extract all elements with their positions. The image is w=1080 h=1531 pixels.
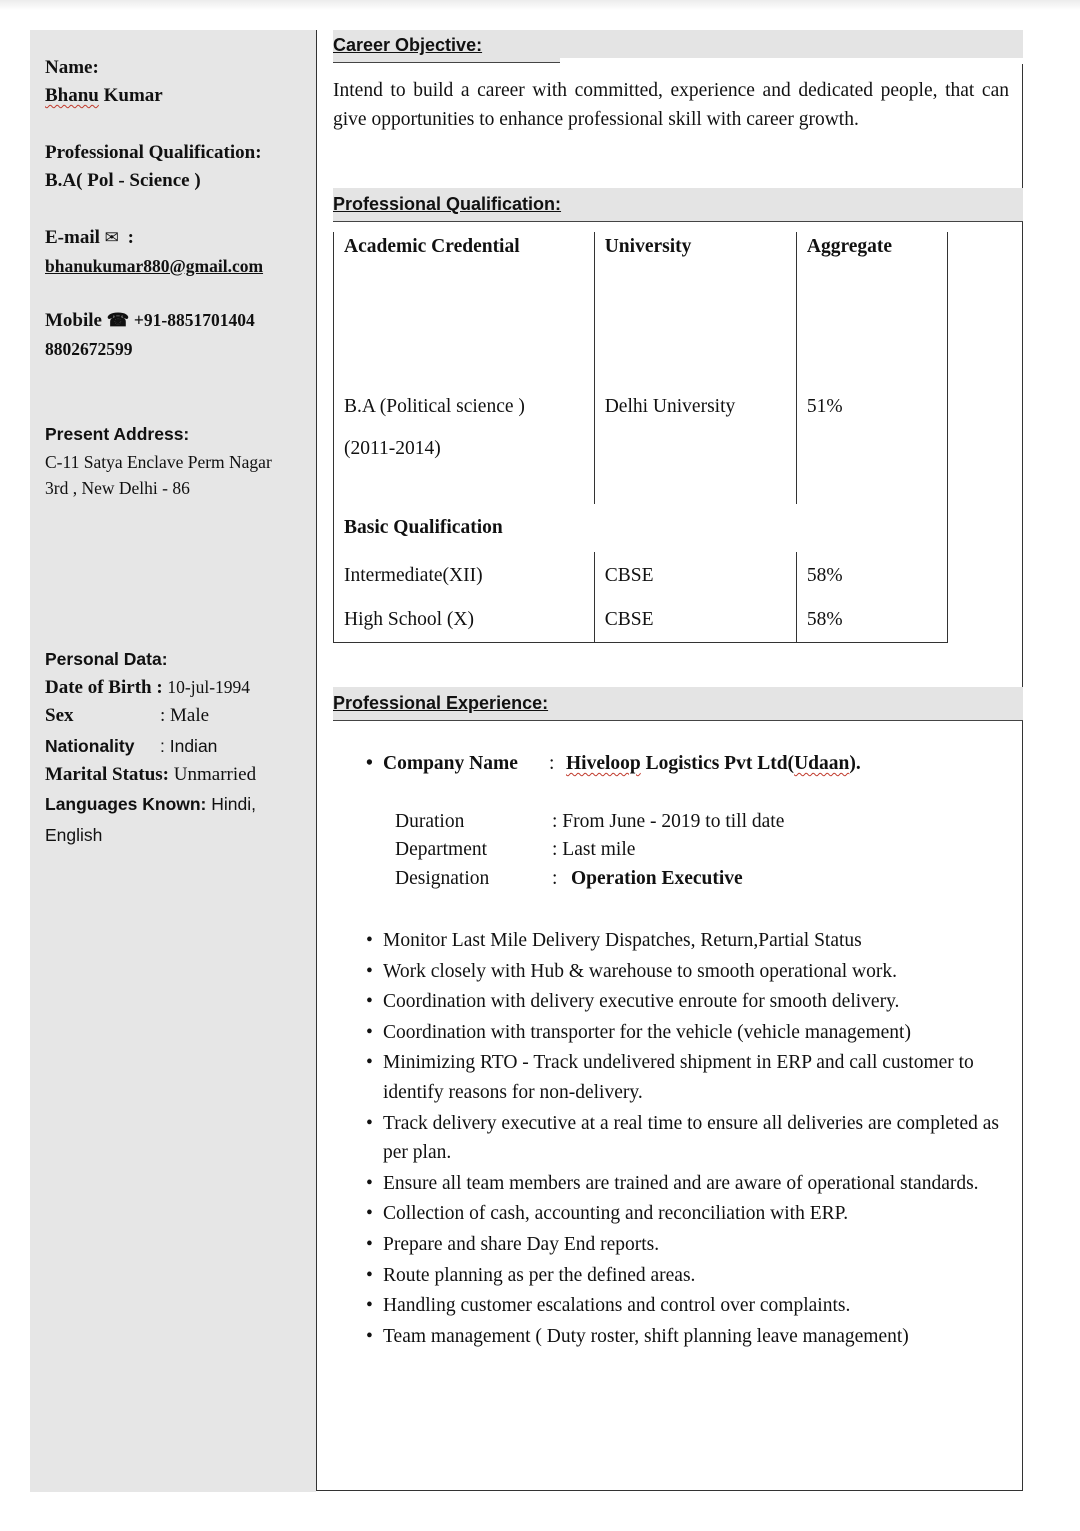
pq-label: Professional Qualification:	[45, 142, 262, 163]
sidebar	[30, 30, 316, 1492]
experience-title: Professional Experience:	[333, 693, 549, 713]
name-label: Name:	[45, 57, 99, 78]
row-name: High School (X)	[334, 599, 595, 642]
marital-label: Marital Status:	[45, 764, 170, 785]
mobile-row	[45, 310, 255, 332]
qualification-table	[333, 232, 948, 643]
table-row	[334, 599, 948, 642]
department-value: : Last mile	[552, 839, 636, 860]
languages-row	[45, 794, 256, 815]
company-label: Company Name	[383, 753, 518, 774]
duties-list	[366, 926, 1012, 1352]
designation-colon: :	[552, 868, 558, 889]
list-item: • Route planning as per the defined areas.	[366, 1261, 1012, 1291]
career-objective-title: Career Objective:	[333, 35, 483, 55]
degree-university: Delhi University	[594, 386, 796, 504]
nationality-value: : Indian	[160, 736, 218, 756]
email-colon: :	[127, 227, 134, 248]
mobile-number-1: +91-8851701404	[133, 310, 255, 330]
designation-label: Designation	[395, 868, 490, 889]
mobile-label: Mobile	[45, 310, 102, 331]
company-colon: :	[549, 753, 555, 774]
list-item: • Coordination with delivery executive enroute for smooth delivery.	[366, 987, 1012, 1017]
table-row	[334, 552, 948, 599]
nationality-label: Nationality	[45, 736, 135, 756]
list-item: • Handling customer escalations and control over complaints.	[366, 1291, 1012, 1321]
list-item: • Monitor Last Mile Delivery Dispatches, Return,Partial Status	[366, 926, 1012, 956]
dob-value: 10-jul-1994	[167, 677, 251, 697]
table-row-basic-label	[334, 504, 948, 552]
qualification-title: Professional Qualification:	[333, 194, 562, 214]
duration-value: : From June - 2019 to till date	[552, 811, 785, 832]
personal-data-label: Personal Data:	[45, 649, 168, 669]
name-first: Bhanu	[45, 85, 99, 106]
marital-value: Unmarried	[173, 764, 257, 785]
email-link[interactable]: bhanukumar880@gmail.com	[45, 256, 264, 276]
company-name	[566, 753, 861, 775]
sex-label: Sex	[45, 705, 74, 726]
languages-label: Languages Known:	[45, 794, 207, 814]
candidate-name	[45, 85, 163, 107]
degree-cell	[334, 386, 595, 504]
degree-name: B.A (Political science )	[344, 396, 525, 417]
row-board: CBSE	[594, 552, 796, 599]
table-row-degree	[334, 386, 948, 504]
row-board: CBSE	[594, 599, 796, 642]
row-aggregate: 58%	[796, 599, 947, 642]
list-item: • Coordination with transporter for the vehicle (vehicle management)	[366, 1018, 1012, 1048]
company-name-part-b: Logistics Pvt Ltd(	[640, 753, 795, 774]
degree-years: (2011-2014)	[344, 438, 441, 459]
header-academic-credential: Academic Credential	[334, 232, 595, 386]
list-item: • Ensure all team members are trained and are aware of operational standards.	[366, 1169, 1012, 1199]
languages-value-1: Hindi,	[211, 794, 257, 814]
page-top-shadow	[0, 0, 1080, 10]
row-name: Intermediate(XII)	[334, 552, 595, 599]
department-label: Department	[395, 839, 488, 860]
duration-label: Duration	[395, 811, 465, 832]
address-line-1: C-11 Satya Enclave Perm Nagar	[45, 452, 272, 472]
address-label: Present Address:	[45, 424, 190, 444]
list-item: • Collection of cash, accounting and reconciliation with ERP.	[366, 1199, 1012, 1229]
header-aggregate: Aggregate	[796, 232, 947, 386]
designation-value: Operation Executive	[571, 868, 743, 889]
list-item: • Prepare and share Day End reports.	[366, 1230, 1012, 1260]
dob-row	[45, 677, 250, 699]
envelope-icon: ✉	[104, 228, 119, 247]
name-last: Kumar	[103, 85, 163, 106]
dob-label: Date of Birth :	[45, 677, 163, 698]
company-name-part-d: ).	[849, 753, 861, 774]
company-name-part-a: Hiveloop	[566, 753, 641, 774]
list-item: • Minimizing RTO - Track undelivered shipment in ERP and call customer to identify reasons for non-delivery.	[366, 1048, 1012, 1107]
email-label: E-mail	[45, 227, 100, 248]
degree-aggregate: 51%	[796, 386, 947, 504]
mobile-number-2: 8802672599	[45, 339, 133, 359]
row-aggregate: 58%	[796, 552, 947, 599]
career-objective-text: Intend to build a career with committed, experience and dedicated people, that can give opportunities to enhance professional skill with career growth.	[333, 80, 1009, 130]
career-bar-gap	[560, 58, 1023, 64]
company-bullet: •	[366, 753, 373, 774]
list-item: • Track delivery executive at a real time to ensure all deliveries are completed as per plan.	[366, 1109, 1012, 1168]
email-label-row	[45, 227, 134, 249]
sex-value: : Male	[160, 705, 210, 726]
marital-row	[45, 764, 256, 786]
table-header-row	[334, 232, 948, 386]
list-item: • Work closely with Hub & warehouse to smooth operational work.	[366, 957, 1012, 987]
address-line-2: 3rd , New Delhi - 86	[45, 478, 190, 498]
pq-value: B.A( Pol - Science )	[45, 170, 201, 191]
list-item: • Team management ( Duty roster, shift planning leave management)	[366, 1322, 1012, 1352]
company-name-part-c: Udaan	[794, 753, 850, 774]
languages-value-2: English	[45, 825, 103, 845]
header-university: University	[594, 232, 796, 386]
basic-qualification-label: Basic Qualification	[334, 504, 948, 552]
phone-icon: ☎	[106, 310, 130, 330]
